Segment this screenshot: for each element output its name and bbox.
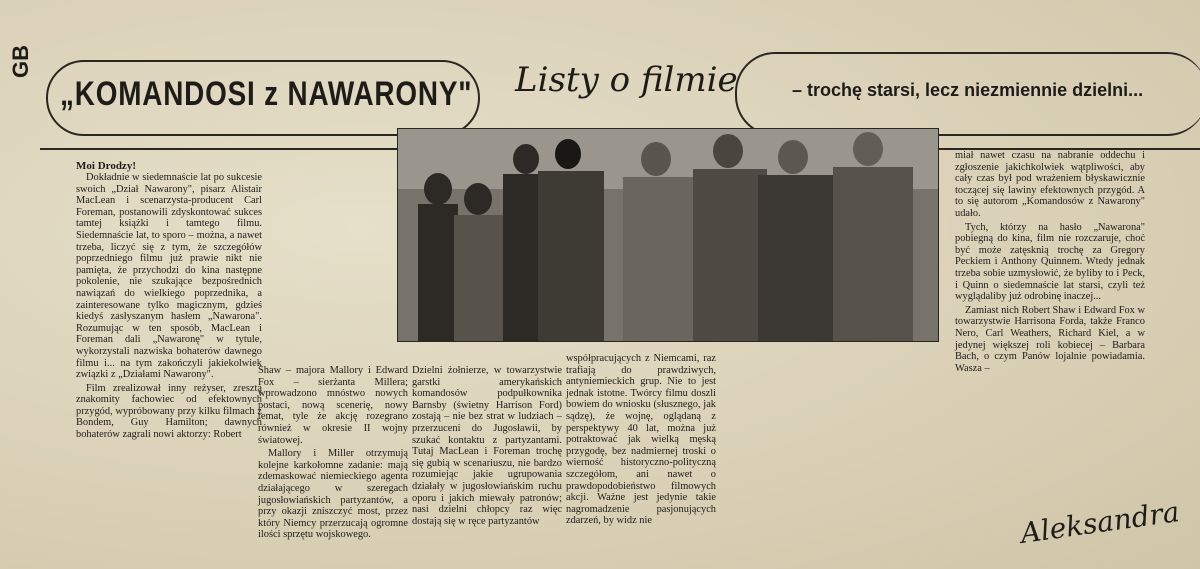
paragraph: Dokładnie w siedemnaście lat po sukcesie swoich „Dział Nawarony", pisarz Alistair MacLean i scenarzysta-producent Carl Foreman, postanowili zdyskontować sukces tamtej książki i tamtego filmu. Siedemnaście lat, to sporo – można, a nawet trzeba, liczyć się z tym, że szczegółów poprzedniego filmu już prawie nikt nie pamięta, że przychodzi do kina następne pokolenie, nie szukające bezpośrednich nawiązań do wielkiego poprzednika, a zainteresowane tylko magicznym, gdzieś kiedyś zasłyszanym hasłem „Nawarona". Rozumując w ten sposób, MacLean i Foreman dali „Nawaronę" w tytule, wykorzystali nazwiska bohaterów dawnego filmu i... na tym zakończyli jakiekolwiek związki z „Działami Nawarony". (76, 172, 262, 381)
paragraph: Zamiast nich Robert Shaw i Edward Fox w towarzystwie Harrisona Forda, także Franco Nero, Carl Weathers, Richard Kiel, a w jedynej większej roli kobiecej – Barbara Bach, o czym Panów lojalnie powiadamia. Wasza – (955, 304, 1145, 374)
paragraph: Dzielni żołnierze, w towarzystwie garstki amerykańskich komandosów podpułkownika Barnsby (świetny Harrison Ford) zostają – nie bez strat w ludziach – przerzuceni do Jugosławii, by szukać kontaktu z partyzantami. Tutaj MacLean i Foreman trochę się gubią w scenariuszu, nie bardzo rozumiejąc jakie ugrupowania działały w jugosłowiańskim ruchu oporu i jakich miewały patronów; nasi dzielni chłopcy raz więc dostają się w ręce partyzantów (412, 365, 562, 527)
paragraph: Film zrealizował inny reżyser, zresztą znakomity fachowiec od efektownych przygód, wypróbowany przy kilku filmach z Bondem, Guy Hamilton; dawnych bohaterów zagrali nowi aktorzy: Robert (76, 382, 262, 441)
greeting: Moi Drodzy! (76, 160, 136, 172)
signature: Aleksandra (1018, 495, 1182, 550)
column-5 (955, 150, 1145, 376)
column-2 (258, 365, 408, 543)
paragraph: miał nawet czasu na nabranie oddechu i zgłoszenie jakichkolwiek wątpliwości, aby cały czas był pod wrażeniem błyskawicznie toczącej się lawiny efektownych przygód. A to się autorom „Komandosów z Nawarony" udało. (955, 150, 1145, 219)
column-4 (566, 353, 716, 529)
column-1 (76, 172, 262, 443)
column-name: Listy o filmie (515, 60, 738, 100)
section-mark: GB (8, 45, 33, 78)
paragraph: współpracujących z Niemcami, raz trafiają do prawdziwych, antyniemieckich grup. Nie to jest jednak istotne. Twórcy filmu doszli bowiem do wniosku (słusznego, jak sądzę), że wojnę, oglądaną z perspektywy 40 lat, można już potraktować jak wielką męską przygodę, bez nadmiernej troski o wierność historyczno-polityczną szczegółom, ani nawet o prawdopodobieństwo filmowych akcji. Ważne jest jedynie takie nagromadzenie pasjonujących zdarzeń, by widz nie (566, 353, 716, 527)
paragraph: Tych, którzy na hasło „Nawarona" pobiegną do kina, film nie rozczaruje, choć być może zatęsknią trochę za Gregory Peckiem i Anthony Quinnem. Wtedy jednak trzeba sobie uzmysłowić, że byliby to i Peck, i Quinn o siedemnaście lat starsi, czyli też wyglądaliby już odrobinę inaczej... (955, 221, 1145, 303)
soldiers-illustration (398, 129, 938, 341)
paragraph: Shaw – majora Mallory i Edward Fox – sierżanta Millera; wprowadzono mnóstwo nowych postaci, nową scenerię, nowy temat, tyle że akcję rozegrano również w okresie II wojny światowej. (258, 365, 408, 446)
article-subtitle: – trochę starsi, lecz niezmiennie dzielni... (792, 80, 1144, 100)
article-title: „KOMANDOSI z NAWARONY" (60, 75, 473, 113)
column-3 (412, 365, 562, 529)
paragraph: Mallory i Miller otrzymują kolejne karkołomne zadanie: mają zdemaskować niemieckiego agenta działającego w szeregach jugosłowiańskich partyzantów, a przy okazji zniszczyć most, przez który Niemcy przerzucają ogromne ilości sprzętu wojskowego. (258, 448, 408, 541)
film-still-photo (397, 128, 939, 342)
